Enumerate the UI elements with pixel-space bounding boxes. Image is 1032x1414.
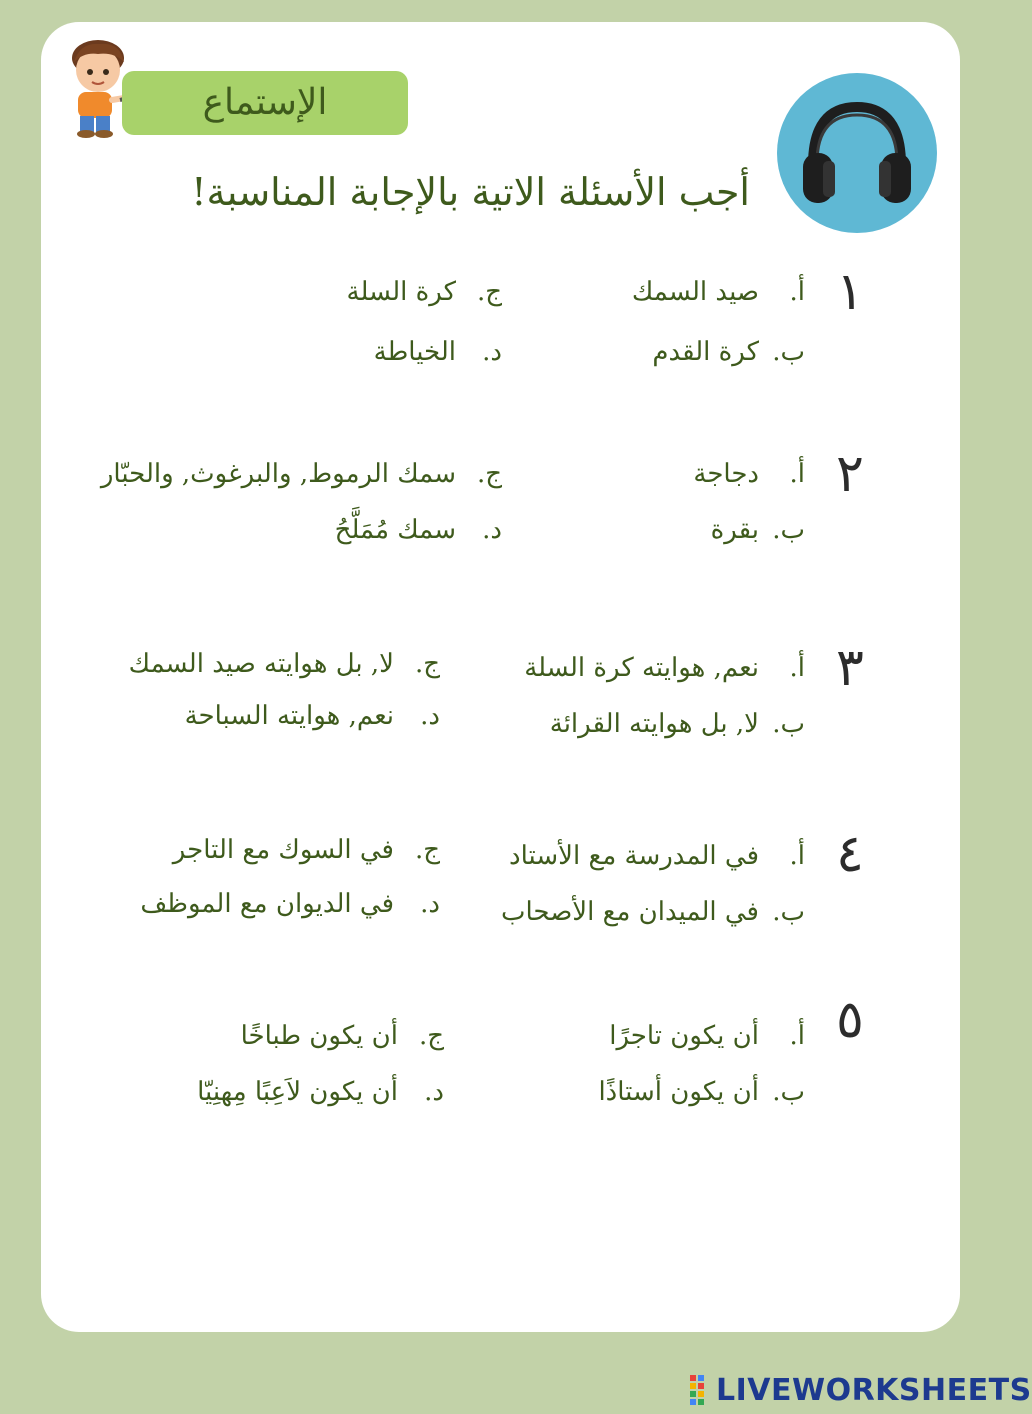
question-number: ٢ [836,444,864,504]
option-b[interactable] [598,1072,805,1112]
option-text: كرة القدم [652,337,759,367]
option-letter: ب. [772,337,805,367]
option-text: كرة السلة [346,277,456,307]
question-number: ١ [836,262,864,322]
option-text: أن يكون تاجرًا [609,1021,759,1051]
option-c[interactable] [101,454,502,494]
option-letter: ب. [772,897,805,927]
option-letter: د. [424,1077,444,1107]
option-a[interactable] [524,648,805,688]
option-b[interactable] [711,510,805,550]
option-letter: ج. [418,1021,444,1051]
option-letter: أ. [789,1021,805,1051]
question-number: ٥ [836,990,864,1050]
option-d[interactable] [197,1072,444,1112]
option-d[interactable] [335,510,502,550]
option-letter: أ. [789,841,805,871]
option-letter: ب. [772,1077,805,1107]
option-text: نعم, هوايته السباحة [184,701,394,731]
option-letter: ج. [414,835,440,865]
option-text: في الميدان مع الأصحاب [501,897,759,927]
option-d[interactable] [185,696,440,736]
option-letter: أ. [789,459,805,489]
option-d[interactable] [374,332,502,372]
option-a[interactable] [632,272,805,312]
option-text: لا, بل هوايته القرائة [549,709,759,739]
option-text: في المدرسة مع الأستاد [509,841,759,871]
question-number: ٤ [836,824,864,884]
page-title: الإستماع [202,82,328,123]
option-text: نعم, هوايته كرة السلة [524,653,759,683]
option-c[interactable] [347,272,503,312]
footer-brand[interactable] [690,1372,1032,1408]
option-b[interactable] [501,892,805,932]
option-text: دجاجة [693,459,759,489]
option-letter: ج. [414,649,440,679]
option-text: صيد السمك [631,277,759,307]
option-text: سمك الرموط, والبرغوث, والحبّار [100,459,456,489]
option-a[interactable] [609,1016,805,1056]
option-b[interactable] [652,332,805,372]
question-number: ٣ [836,638,864,698]
option-a[interactable] [509,836,805,876]
option-letter: ج. [476,459,502,489]
instruction-text: أجب الأسئلة الاتية بالإجابة المناسبة! [191,170,750,214]
option-c[interactable] [173,830,440,870]
option-letter: ب. [772,709,805,739]
option-a[interactable] [693,454,805,494]
option-letter: أ. [789,653,805,683]
option-text: سمك مُمَلَّحُ [334,515,456,545]
option-text: بقرة [710,515,759,545]
option-text: الخياطة [373,337,456,367]
option-letter: د. [482,515,502,545]
option-letter: أ. [789,277,805,307]
option-c[interactable] [241,1016,444,1056]
option-text: لا, بل هوايته صيد السمك [128,649,394,679]
option-text: أن يكون طباخًا [240,1021,398,1051]
option-b[interactable] [550,704,805,744]
option-c[interactable] [129,644,440,684]
option-text: أن يكون لاَعِبًا مِهنِيّا [197,1077,398,1107]
option-letter: د. [482,337,502,367]
headphones-icon [777,73,937,233]
option-letter: د. [420,701,440,731]
option-d[interactable] [140,884,440,924]
option-text: في الديوان مع الموظف [140,889,394,919]
liveworksheets-logo-icon [690,1375,712,1405]
option-letter: د. [420,889,440,919]
option-letter: ب. [772,515,805,545]
option-letter: ج. [476,277,502,307]
option-text: أن يكون أستاذًا [598,1077,759,1107]
brand-name: LIVEWORKSHEETS [716,1372,1032,1408]
option-text: في السوك مع التاجر [172,835,394,865]
